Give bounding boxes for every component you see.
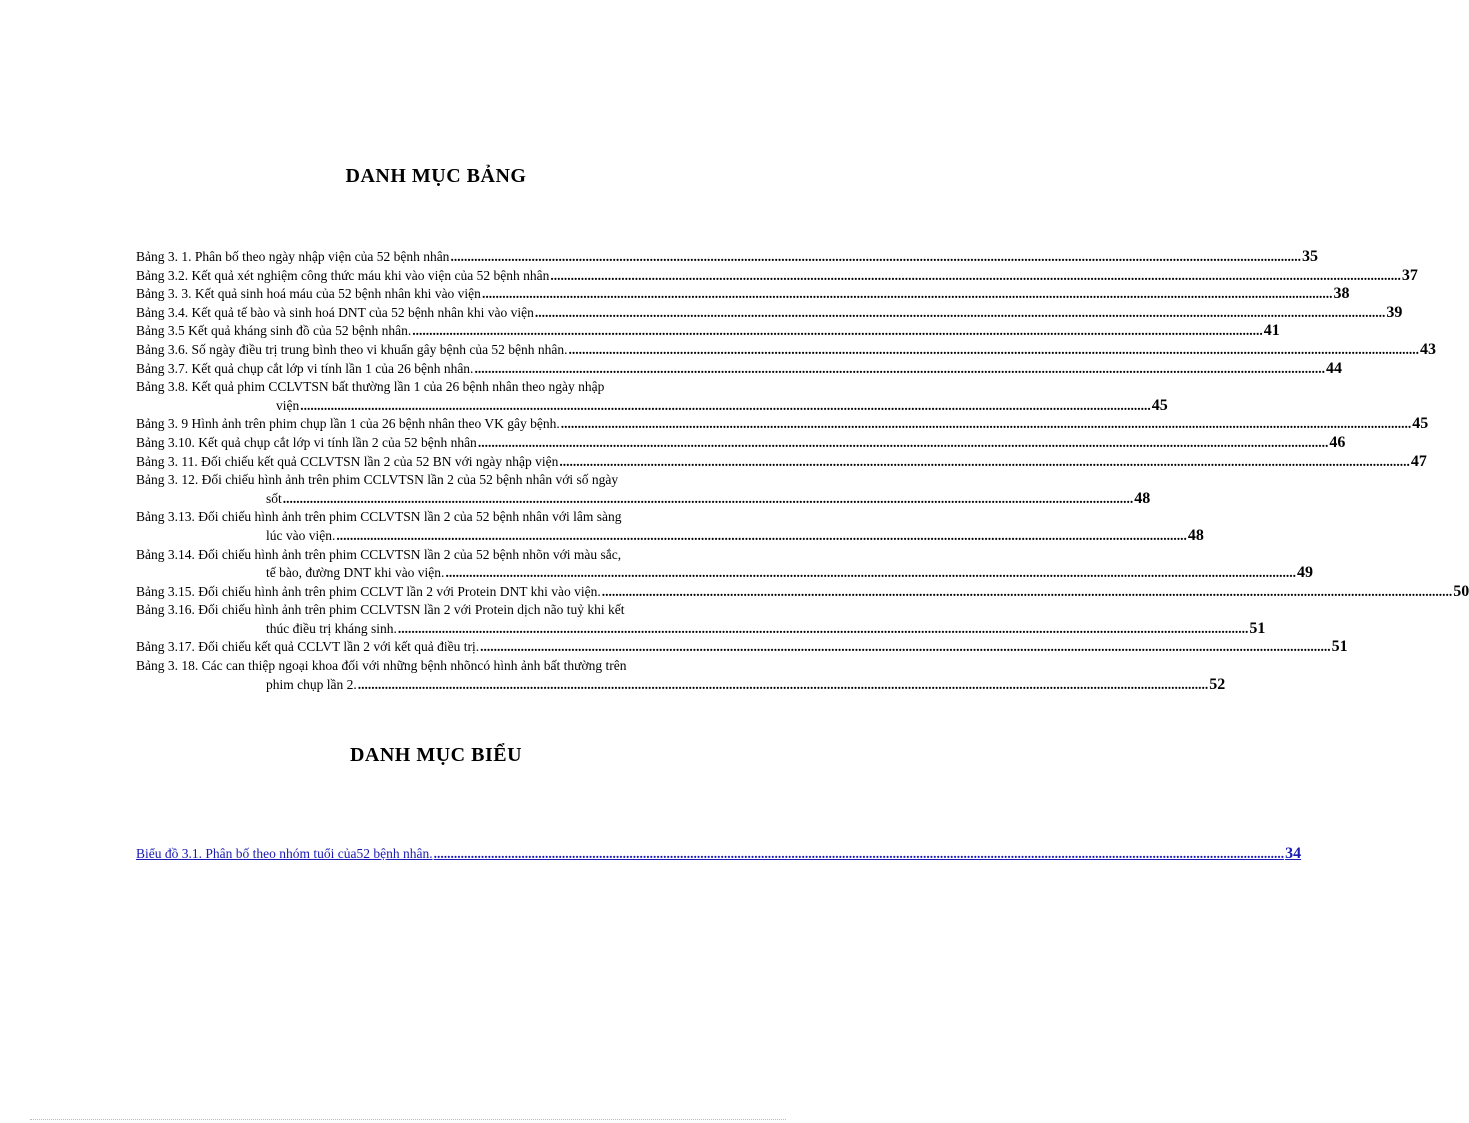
toc-entry-text: Bảng 3.5 Kết quả kháng sinh đồ của 52 bệnh nhân. [136, 323, 412, 339]
toc-entry-line [136, 564, 1313, 583]
page-number: 46 [1329, 433, 1346, 451]
dot-leader [561, 415, 1412, 434]
toc-entry-line [136, 489, 1151, 509]
toc-entry-text: Bảng 3.17. Đối chiếu kết quả CCLVT lần 2 với kết quả điều trị. [136, 639, 480, 655]
toc-entry-text: Bảng 3.16. Đối chiếu hình ảnh trên phim CCLVTSN lần 2 với Protein dịch não tuỷ khi kết [136, 602, 625, 618]
toc-entry-line [136, 546, 738, 565]
toc-entry-line [136, 638, 1348, 657]
toc-entry[interactable] [136, 508, 1204, 545]
toc-entry-line [136, 619, 1266, 639]
dot-leader [478, 434, 1329, 453]
page-number: 51 [1249, 619, 1266, 637]
toc-entry-line [136, 359, 1342, 379]
dot-leader [482, 285, 1333, 304]
page-number: 34 [1285, 845, 1302, 862]
tables-heading: DANH MỤC BẢNG [345, 165, 527, 187]
page-number: 50 [1453, 582, 1469, 600]
page-number: 48 [1134, 489, 1151, 507]
toc-entry[interactable] [136, 657, 1226, 694]
toc-entry[interactable] [136, 340, 1437, 360]
dot-leader [445, 564, 1296, 583]
table-of-tables [136, 248, 1469, 694]
toc-entry-text: Bảng 3. 3. Kết quả sinh hoá máu của 52 bệnh nhân khi vào viện [136, 286, 481, 302]
toc-entry-line [136, 378, 738, 397]
dot-leader [602, 583, 1453, 602]
page-number: 35 [1301, 248, 1318, 265]
page-number: 43 [1420, 340, 1437, 358]
toc-entry-line [136, 322, 1280, 341]
toc-entry-line [136, 266, 1418, 286]
toc-entry-text: Bảng 3.10. Kết quả chụp cắt lớp vi tính lần 2 của 52 bệnh nhân [136, 434, 477, 450]
toc-entry-text: Bảng 3.8. Kết quả phim CCLVTSN bất thường lần 1 của 26 bệnh nhân theo ngày nhập [136, 379, 605, 395]
toc-entry-text: Bảng 3.14. Đối chiếu hình ảnh trên phim CCLVTSN lần 2 của 52 bệnh nhõn với màu sắc, [136, 546, 622, 562]
toc-entry-line [136, 508, 738, 527]
dot-leader [569, 341, 1420, 360]
toc-entry-text: sốt [266, 490, 282, 506]
toc-entry-text: Bảng 3.6. Số ngày điều trị trung bình theo vi khuẩn gây bệnh của 52 bệnh nhân. [136, 341, 568, 357]
page-number: 39 [1386, 303, 1403, 321]
toc-entry-line [136, 601, 738, 620]
charts-heading: DANH MỤC BIỂU [349, 744, 523, 766]
toc-entry-line [136, 285, 1350, 304]
toc-entry-text: Bảng 3.2. Kết quả xét nghiệm công thức máu khi vào viện của 52 bệnh nhân [136, 267, 550, 283]
toc-entry-line [136, 582, 1469, 602]
dot-leader [358, 676, 1209, 695]
toc-entry[interactable] [136, 638, 1348, 657]
toc-entry-text: viện [276, 397, 300, 413]
toc-entry[interactable] [136, 248, 1318, 267]
toc-entry-text: phim chụp lần 2. [266, 676, 357, 692]
toc-entry-line [136, 657, 738, 676]
dot-leader [450, 248, 1301, 267]
dot-leader [550, 267, 1401, 286]
toc-entry-text: Bảng 3. 11. Đối chiếu kết quả CCLVTSN lần 2 của 52 BN với ngày nhập viện [136, 453, 559, 469]
toc-entry-line [136, 248, 1318, 267]
toc-entry-text: Bảng 3. 9 Hình ảnh trên phim chụp lần 1 của 26 bệnh nhân theo VK gây bệnh. [136, 416, 560, 432]
page-number: 44 [1325, 359, 1342, 377]
toc-entry-text: Bảng 3.15. Đối chiếu hình ảnh trên phim CCLVT lần 2 với Protein DNT khi vào viện. [136, 583, 601, 599]
toc-entry-line [136, 396, 1168, 416]
page-number: 37 [1401, 266, 1418, 284]
toc-entry-line [136, 526, 1204, 546]
page-number: 52 [1209, 675, 1226, 693]
dot-leader [480, 638, 1331, 657]
toc-entry-text: Bảng 3. 18. Các can thiệp ngoại khoa đối với những bệnh nhõncó hình ảnh bất thường trên [136, 658, 627, 674]
dot-leader [412, 322, 1263, 341]
page-number: 48 [1187, 526, 1204, 544]
toc-entry-text: lúc vào viện. [266, 527, 336, 543]
toc-entry[interactable] [136, 415, 1429, 434]
toc-entry[interactable] [136, 433, 1346, 453]
page-number: 41 [1263, 322, 1280, 340]
toc-entry-line [136, 675, 1226, 695]
dot-leader [434, 846, 1285, 862]
toc-entry[interactable] [136, 359, 1342, 379]
chart-toc-link[interactable] [136, 845, 1302, 863]
toc-entry[interactable] [136, 285, 1350, 304]
dot-leader [336, 527, 1187, 546]
dot-leader [559, 453, 1410, 472]
table-of-charts [136, 845, 1302, 863]
toc-entry-text: thúc điều trị kháng sinh. [266, 620, 397, 636]
toc-entry-text: Bảng 3.4. Kết quả tế bào và sinh hoá DNT của 52 bệnh nhân khi vào viện [136, 304, 534, 320]
dot-leader [535, 304, 1386, 323]
toc-entry-line [136, 303, 1403, 323]
page-number: 49 [1296, 564, 1313, 582]
toc-entry-text: tế bào, đường DNT khi vào viện. [266, 565, 445, 581]
toc-entry[interactable] [136, 601, 1266, 638]
dot-leader [474, 360, 1325, 379]
toc-entry[interactable] [136, 452, 1427, 472]
toc-entry-text: Bảng 3.7. Kết quả chụp cắt lớp vi tính lần 1 của 26 bệnh nhân. [136, 360, 474, 376]
toc-entry-line [136, 340, 1437, 360]
toc-entry[interactable] [136, 582, 1469, 602]
toc-entry[interactable] [136, 266, 1418, 286]
toc-entry-line [136, 452, 1427, 472]
page-number: 45 [1412, 415, 1429, 433]
toc-entry[interactable] [136, 378, 1168, 415]
toc-entry[interactable] [136, 303, 1403, 323]
page-number: 38 [1333, 285, 1350, 303]
dot-leader [300, 397, 1151, 416]
dot-leader [398, 620, 1249, 639]
toc-entry-line [136, 471, 738, 490]
page-bottom-rule [30, 1119, 786, 1120]
chart-toc-text: Biểu đồ 3.1. Phân bố theo nhóm tuổi của52 bệnh nhân. [136, 846, 433, 861]
toc-entry-text: Bảng 3. 1. Phân bố theo ngày nhập viện của 52 bệnh nhân [136, 249, 450, 264]
toc-entry[interactable] [136, 322, 1280, 341]
toc-entry[interactable] [136, 546, 1313, 583]
toc-entry-text: Bảng 3.13. Đối chiếu hình ảnh trên phim CCLVTSN lần 2 của 52 bệnh nhân với lâm sàng [136, 509, 622, 525]
page-number: 45 [1151, 396, 1168, 414]
dot-leader [283, 490, 1134, 509]
toc-entry-line [136, 415, 1429, 434]
toc-entry-text: Bảng 3. 12. Đối chiếu hình ảnh trên phim CCLVTSN lần 2 của 52 bệnh nhân với số ngày [136, 472, 619, 488]
toc-entry-line [136, 433, 1346, 453]
page-number: 51 [1331, 638, 1348, 656]
toc-entry[interactable] [136, 471, 1151, 508]
page-number: 47 [1410, 452, 1427, 470]
